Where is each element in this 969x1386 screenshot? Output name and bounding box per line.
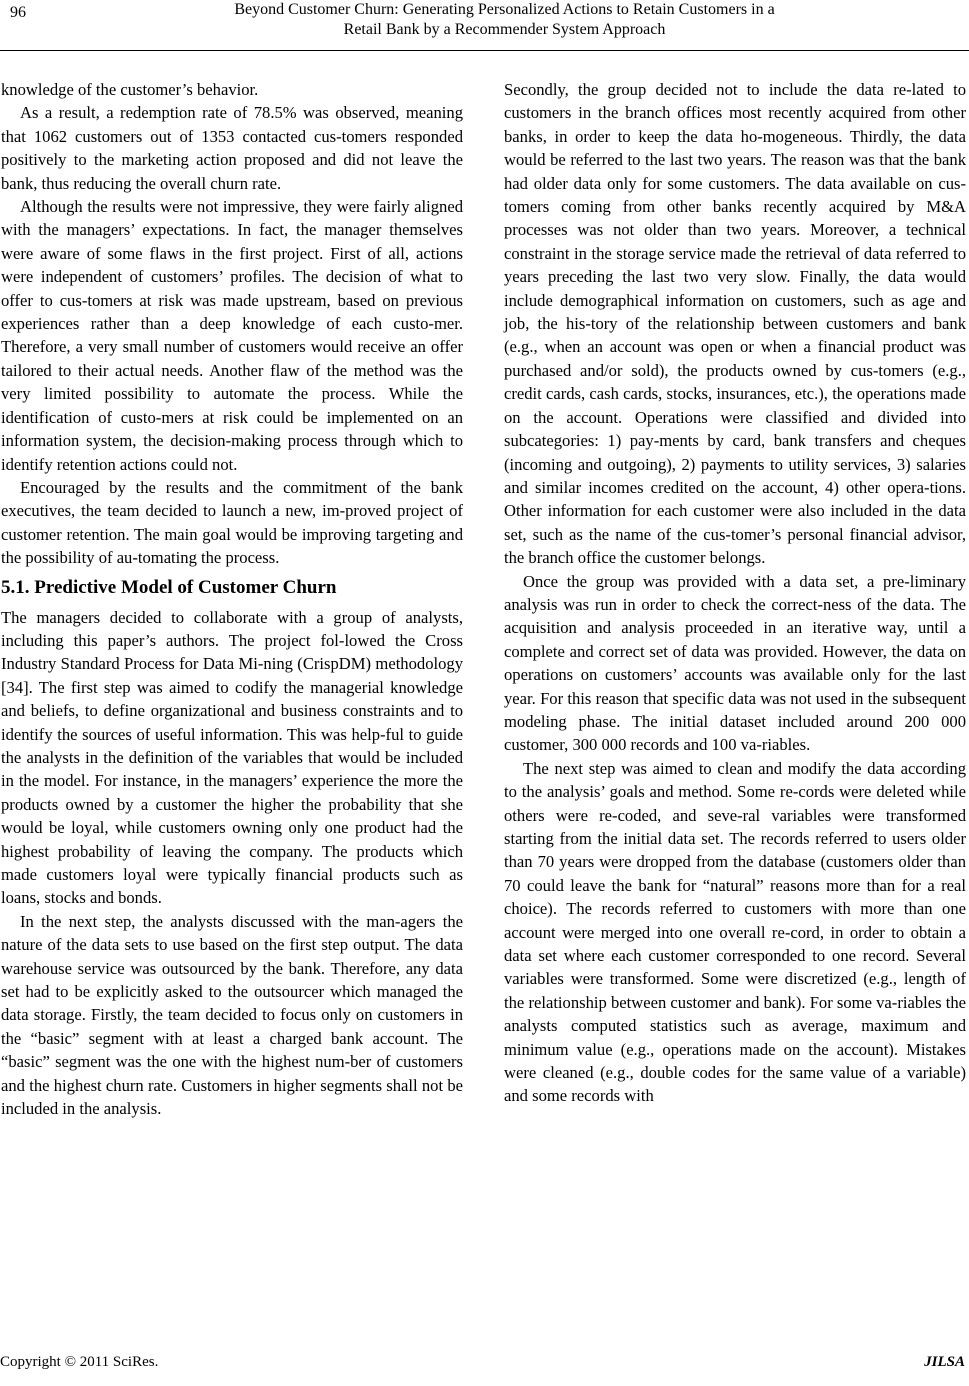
- paragraph: Although the results were not impressive, they were fairly aligned with the managers’ expectations. In fact, the manager themselves were aware of some flaws in the first project. First of all, actions were independent of customers’ profiles. The decision of what to offer to cus-tomers at risk was made upstream, based on previous experiences rather than a deep knowledge of each custo-mer. Therefore, a very small number of customers would receive an offer tailored to their actual needs. Another flaw of the method was the very limited possibility to automate the process. While the identification of custo-mers at risk could be implemented on an information system, the decision-making process through which to identify retention actions could not.: [1, 197, 463, 474]
- section-heading: 5.1. Predictive Model of Customer Churn: [1, 576, 337, 598]
- left-column: [1, 78, 463, 1120]
- paragraph: Secondly, the group decided not to include the data re-lated to customers in the branch offices most recently acquired from other banks, in order to keep the data ho-mogeneous. Thirdly, the data would be referred to the last two years. The reason was that the bank had older data only for some customers. The data available on cus-tomers coming from other banks recently acquired by M&A processes was not older than two years. Moreover, a technical constraint in the storage service made the retrieval of data referred to years preceding the last two very slow. Finally, the data would include demographical information on customers, such as age and job, the his-tory of the relationship between customers and bank (e.g., when an account was open or when a financial product was purchased and/or sold), the products owned by cus-tomers (e.g., credit cards, cash cards, stocks, insurances, etc.), the operations made on the account. Operations were classified and divided into subcategories: 1) pay-ments by card, bank transfers and cheques (incoming and outgoing), 2) payments to utility services, 3) salaries and similar incomes credited on the account, 4) other opera-tions. Other information for each customer were also included in the data set, such as the name of the cus-tomer’s personal financial advisor, the branch office the customer belongs.: [504, 80, 966, 568]
- paragraph: The next step was aimed to clean and modify the data according to the analysis’ goals and method. Some re-cords were deleted while others were re-coded, and seve-ral variables were transformed starting from the initial data set. The records referred to users older than 70 years were dropped from the database (customers older than 70 could leave the bank for “natural” reasons more than for a real choice). The records referred to customers with more than one account were merged into one overall re-cord, in order to obtain a data set where each customer corresponded to one record. Several variables were transformed. Some were discretized (e.g., length of the relationship between customer and bank). For some va-riables the analysts computed statistics such as average, maximum and minimum value (e.g., operations made on the account). Mistakes were cleaned (e.g., double codes for the same value of a variable) and some records with: [504, 758, 966, 1106]
- running-header-line-2: Retail Bank by a Recommender System Approach: [343, 21, 666, 38]
- right-column: [504, 78, 966, 1108]
- page-number: 96: [10, 4, 26, 21]
- running-header: [60, 0, 949, 40]
- paragraph: In the next step, the analysts discussed with the man-agers the nature of the data sets to use based on the first step output. The data warehouse service was outsourced by the bank. Therefore, any data set had to be explicitly asked to the outsourcer which managed the data storage. Firstly, the team decided to focus only on customers in the “basic” segment with at least a charged bank account. The “basic” segment was the one with the highest num-ber of customers and the highest churn rate. Customers in higher segments shall not be included in the analysis.: [1, 911, 463, 1119]
- paragraph: knowledge of the customer’s behavior.: [1, 80, 259, 99]
- journal-name: JILSA: [924, 1354, 965, 1370]
- paragraph: Encouraged by the results and the commitment of the bank executives, the team decided to launch a new, im-proved project of customer retention. The main goal would be improving targeting and the possibility of au-tomating the process.: [1, 477, 463, 568]
- header-divider: [0, 50, 969, 51]
- running-header-line-1: Beyond Customer Churn: Generating Personalized Actions to Retain Customers in a: [234, 1, 775, 18]
- paragraph: As a result, a redemption rate of 78.5% was observed, meaning that 1062 customers out of 1353 contacted cus-tomers responded positively to the marketing action proposed and did not leave the bank, thus reducing the overall churn rate.: [1, 103, 463, 193]
- copyright-notice: Copyright © 2011 SciRes.: [0, 1354, 159, 1370]
- paragraph: The managers decided to collaborate with a group of analysts, including this paper’s authors. The project fol-lowed the Cross Industry Standard Process for Data Mi-ning (CrispDM) methodology [34]. The first step was aimed to codify the managerial knowledge and beliefs, to define organizational and business constraints and to identify the sources of useful information. This was help-ful to guide the analysts in the definition of the variables that would be included in the model. For instance, in the managers’ experience the more the products owned by a customer the higher the probability that she would be loyal, while customers owning only one product had the highest probability of leaving the company. The products which made customers loyal were typically financial products such as loans, stocks and bonds.: [1, 607, 463, 908]
- paragraph: Once the group was provided with a data set, a pre-liminary analysis was run in order to check the correct-ness of the data. The acquisition and analysis proceeded in an iterative way, until a complete and correct set of data was provided. However, the data on operations on customers’ accounts was available only for the last year. For this reason that specific data was not used in the subsequent modeling phase. The initial dataset included around 200 000 customer, 300 000 records and 100 va-riables.: [504, 571, 966, 755]
